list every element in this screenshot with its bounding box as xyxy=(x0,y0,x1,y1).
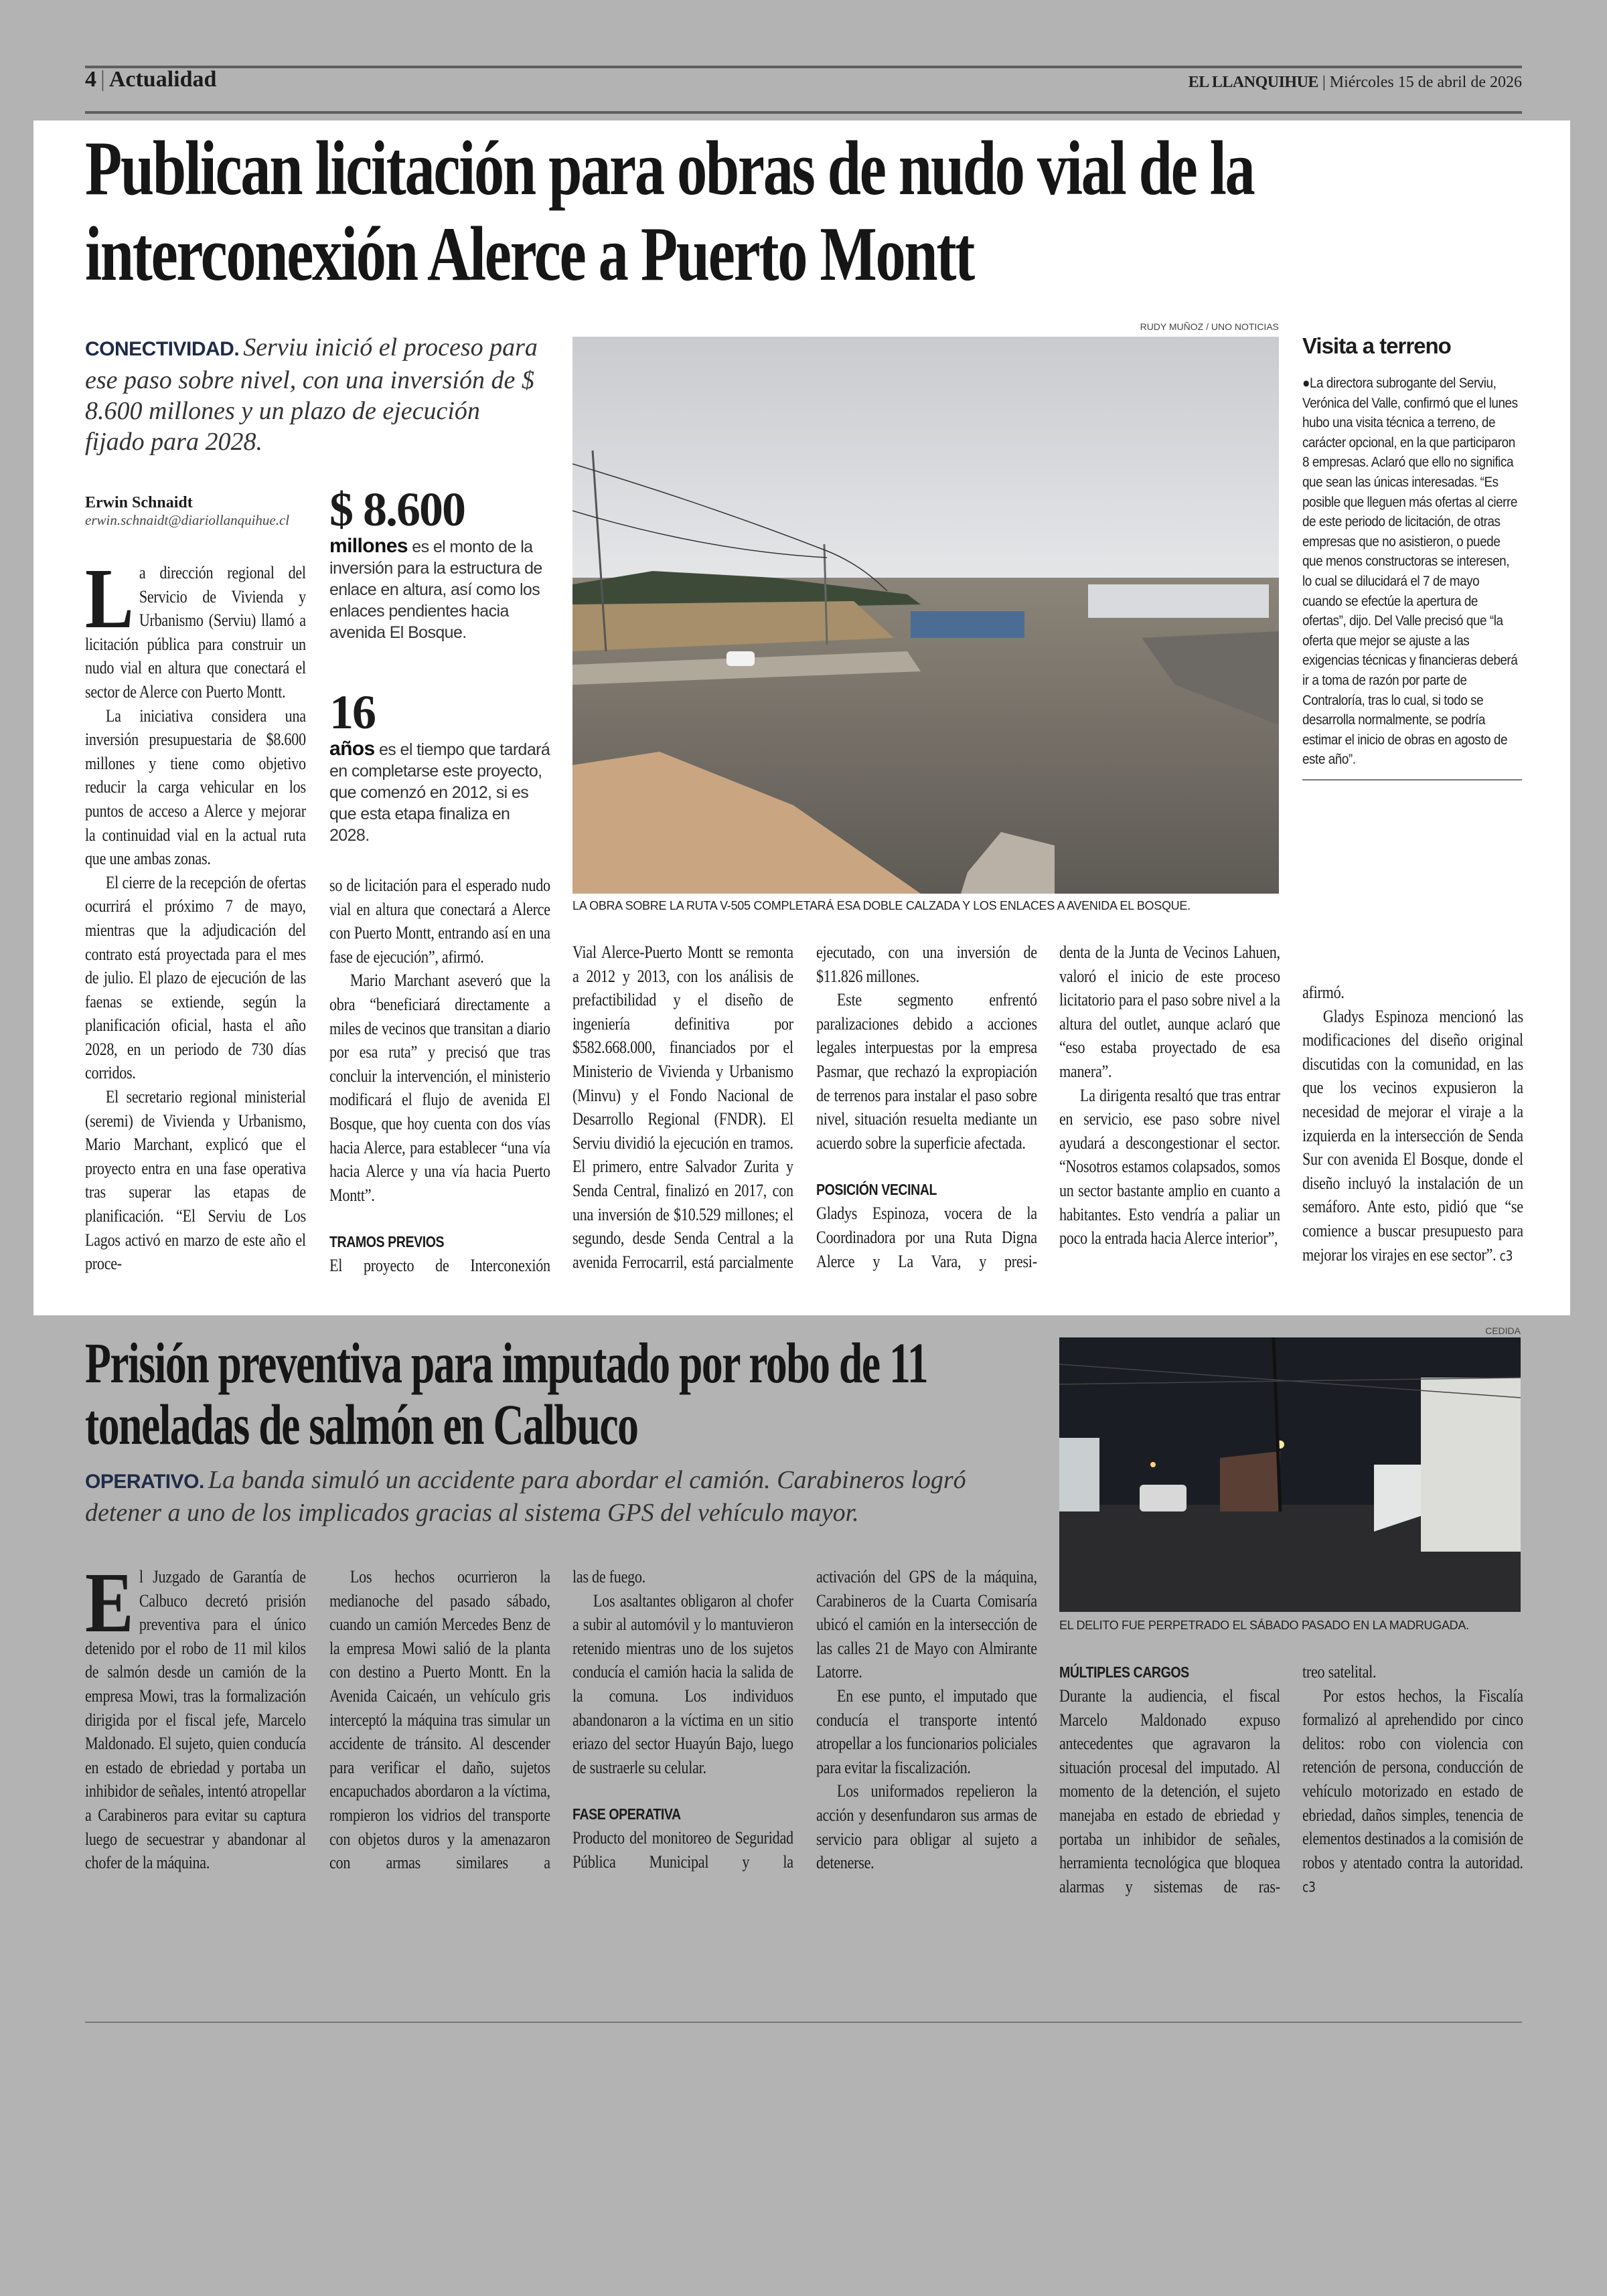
header-bottom-rule xyxy=(85,111,1522,114)
article-2-column-4 xyxy=(816,1565,1037,1875)
stat-value: 16 xyxy=(329,685,375,739)
photo-caption: EL DELITO FUE PERPETRADO EL SÁBADO PASADO EN LA MADRUGADA. xyxy=(1059,1619,1469,1632)
article-2-kicker: OPERATIVO. xyxy=(85,1471,204,1493)
drop-cap: E xyxy=(85,1555,134,1650)
article-1-column-4 xyxy=(816,940,1037,1273)
paragraph: denta de la Junta de Vecinos Lahuen, valoró el inicio de este proceso licitatorio para el paso sobre nivel a la altura del outlet, aunque aclaró que “eso estaba proyectado de esa manera”. xyxy=(1059,942,1280,1081)
article-2-column-3 xyxy=(572,1565,793,1874)
stat-unit: años xyxy=(329,738,375,760)
subheading: TRAMOS PREVIOS xyxy=(329,1233,445,1251)
paragraph: El secretario regional ministerial (seremi) de Vivienda y Urbanismo, Mario Marchant, explicó que el proyecto entra en una fase operativa tras superar las etapas de planificación. “El Serviu de Los Lagos activó en marzo de este año el proce- xyxy=(85,1087,306,1274)
paragraph: activación del GPS de la máquina, Carabineros de la Cuarta Comisaría ubicó el camión en la intersección de las calles 21 de Mayo con Almirante Latorre. xyxy=(816,1567,1037,1682)
article-1-headline: Publican licitación para obras de nudo vial de la interconexión Alerce a Puerto Montt xyxy=(85,126,1254,297)
paragraph: treo satelital. xyxy=(1302,1662,1377,1682)
article-1-kicker: CONECTIVIDAD. xyxy=(85,338,240,360)
article-1-column-2 xyxy=(329,874,550,1278)
bullet-icon: ● xyxy=(1302,376,1310,391)
page-section: 4 | Actualidad xyxy=(85,67,217,92)
section-name: Actualidad xyxy=(108,67,217,92)
article-2-deck xyxy=(85,1465,1036,1528)
paragraph: las de fuego. xyxy=(572,1567,645,1586)
issue-date: Miércoles 15 de abril de 2026 xyxy=(1329,74,1522,91)
paragraph: Mario Marchant aseveró que la obra “beneficiará directamente a miles de vecinos que transitan a diario por esa ruta” y precisó que tras concluir la intervención, el ministerio modificará el flujo de avenida El Bosque, que hoy cuenta con dos vías hacia Alerce, para establecer “una vía hacia Alerce y una vía hacia Puerto Montt”. xyxy=(329,971,550,1205)
page-number: 4 xyxy=(85,67,96,92)
article-1-deck xyxy=(85,332,540,457)
sidebar-title: Visita a terreno xyxy=(1302,333,1451,358)
article-1-column-6 xyxy=(1302,981,1523,1268)
article-1-deck-text: Serviu inició el proceso para ese paso sobre nivel, con una inversión de $ 8.600 millones y un plazo de ejecución fijado para 2028. xyxy=(85,333,538,456)
end-mark-icon: ϲ3 xyxy=(1302,1879,1316,1896)
paper-name: EL LLANQUIHUE xyxy=(1188,74,1318,91)
sidebar-body xyxy=(1302,374,1522,770)
paragraph: Este segmento enfrentó paralizaciones debido a acciones legales interpuestas por la empresa Pasmar, que rechazó la expropiación de terrenos para instalar el paso sobre nivel, situación resuelta mediante un acuerdo sobre la superficie afectada. xyxy=(816,990,1037,1153)
article-2-column-1 xyxy=(85,1555,306,1875)
sidebar-visit xyxy=(1302,333,1522,781)
paragraph-text: Gladys Espinoza mencionó las modificaciones del diseño original discutidas con la comunidad, en las que los vecinos expusieron la necesidad de mejorar el viraje a la izquierda en la intersección de Senda Sur con avenida El Bosque, donde el diseño incluyó la instalación de un semáforo. Ante esto, pidió que “se comience a buscar presupuesto para mejorar los virajes en ese sector”. xyxy=(1302,1006,1523,1264)
paragraph: Los uniformados repelieron la acción y desenfundaron sus armas de servicio para obligar al sujeto a detenerse. xyxy=(816,1781,1037,1873)
paragraph: afirmó. xyxy=(1302,983,1345,1002)
sidebar-rule xyxy=(1302,779,1522,781)
drop-cap: L xyxy=(85,551,134,646)
subheading: MÚLTIPLES CARGOS xyxy=(1059,1663,1189,1681)
paragraph: a dirección regional del Servicio de Vivienda y Urbanismo (Serviu) llamó a licitación pública para construir un nudo vial en altura que conectará el sector de Alerce con Puerto Montt. xyxy=(85,563,306,702)
paragraph: En ese punto, el imputado que conducía el transporte intentó atropellar a los funcionarios policiales para evitar la fiscalización. xyxy=(816,1686,1037,1777)
article-2-headline: Prisión preventiva para imputado por robo de 11 toneladas de salmón en Calbuco xyxy=(85,1331,928,1457)
article-1-column-5 xyxy=(1059,940,1280,1250)
end-mark-icon: ϲ3 xyxy=(1499,1247,1513,1264)
photo-credit: CEDIDA xyxy=(1485,1325,1521,1336)
article-2-column-5 xyxy=(1059,1637,1280,1898)
subheading: FASE OPERATIVA xyxy=(572,1805,681,1823)
stat-box-investment xyxy=(329,483,550,643)
photo-caption: LA OBRA SOBRE LA RUTA V-505 COMPLETARÁ ESA DOBLE CALZADA Y LOS ENLACES A AVENIDA EL BOSQUE. xyxy=(572,899,1191,912)
sidebar-text: La directora subrogante del Serviu, Verónica del Valle, confirmó que el lunes hubo una visita técnica a terreno, de carácter opcional, en la que participaron 8 empresas. Aclaró que ello no significa que sean las únicas interesadas. “Es posible que lleguen más ofertas al cierre de este periodo de licitación, de otras empresas que no asistieron, o puede que menos constructoras se interesen, lo cual se dilucidará el 7 de mayo cuando se efectúe la apertura de ofertas”, dijo. Del Valle precisó que “la oferta que mejor se ajuste a las exigencias técnicas y financieras deberá ir a toma de razón por parte de Contraloría, tras lo cual, si todo se desarrolla normalmente, se podría estimar el inicio de obras en agosto de este año”. xyxy=(1302,376,1518,768)
paragraph: Durante la audiencia, el fiscal Marcelo Maldonado expuso antecedentes que agravaron la situación procesal del imputado. Al momento de la detención, el sujeto manejaba en estado de ebriedad y portaba un inhibidor de señales, herramienta tecnológica que bloquea alarmas y sistemas de ras- xyxy=(1059,1686,1280,1896)
photo-credit: RUDY MUÑOZ / UNO NOTICIAS xyxy=(1140,321,1279,332)
paragraph: so de licitación para el esperado nudo vial en altura que conectará a Alerce con Puerto Montt, entrando así en una fase de ejecución”, afirmó. xyxy=(329,876,550,967)
article-2-column-6 xyxy=(1302,1660,1523,1900)
stat-unit: millones xyxy=(329,535,408,557)
article-2-column-2 xyxy=(329,1565,550,1875)
paragraph: Los asaltantes obligaron al chofer a subir al automóvil y lo mantuvieron retenido mientras uno de los sujetos conducía el camión hacia la salida de la comuna. Los individuos abandonaron a la víctima en un sitio eriazo del sector Huayún Bajo, luego de sustraerle su celular. xyxy=(572,1590,793,1777)
paper-dateline: EL LLANQUIHUE | Miércoles 15 de abril de 2026 xyxy=(1188,74,1522,91)
author-name: Erwin Schnaidt xyxy=(85,494,193,511)
paragraph-text: Por estos hechos, la Fiscalía formalizó al aprehendido por cinco delitos: robo con violencia con retención de persona, conducción de vehículo motorizado en estado de ebriedad, daños simples, tenencia de elementos destinados a la comisión de robos y atentado contra la autoridad. xyxy=(1302,1686,1523,1872)
paragraph xyxy=(1302,1005,1523,1268)
paragraph xyxy=(1302,1684,1523,1900)
article-1-column-3 xyxy=(572,940,793,1274)
header-top-rule xyxy=(85,66,1522,68)
construction-site-photo xyxy=(572,337,1279,894)
night-truck-photo xyxy=(1059,1337,1521,1612)
stat-box-years xyxy=(329,686,550,846)
paragraph: Vial Alerce-Puerto Montt se remonta a 2012 y 2013, con los análisis de prefactibilidad y el diseño de ingeniería definitiva por $582.668.000, financiados por el Ministerio de Vivienda y Urbanismo (Minvu) y el Fondo Nacional de Desarrollo Regional (FNDR). El Serviu dividió la ejecución en tramos. El primero, entre Salvador Zurita y Senda Central, finalizó en 2017, con una inversión de $10.529 millones; el segundo, desde Senda Central a la avenida Ferrocarril, está parcialmente xyxy=(572,942,793,1272)
byline xyxy=(85,494,306,529)
paragraph: Producto del monitoreo de Seguridad Pública Municipal y la xyxy=(572,1828,793,1872)
stat-text: es el tiempo que tardará en completarse este proyecto, que comenzó en 2012, si es que esta etapa finaliza en 2028. xyxy=(329,740,550,845)
paragraph: La dirigenta resaltó que tras entrar en servicio, ese paso sobre nivel ayudará a descongestionar el sector. “Nosotros estamos colapsados, somos un sector bastante amplio en cuanto a habitantes. Esto vendría a paliar un poco la entrada hacia Alerce interior”, xyxy=(1059,1085,1280,1248)
paragraph: Gladys Espinoza, vocera de la Coordinadora por una Ruta Digna Alerce y La Vara, y presi- xyxy=(816,1204,1037,1271)
paragraph: La iniciativa considera una inversión presupuestaria de $8.600 millones y tiene como objetivo reducir la carga vehicular en los puntos de acceso a Alerce y mejorar la continuidad vial en la actual ruta que une ambas zonas. xyxy=(85,706,306,869)
stat-text: es el monto de la inversión para la estructura de enlace en altura, así como los enlaces pendientes hacia avenida El Bosque. xyxy=(329,538,542,642)
paragraph: l Juzgado de Garantía de Calbuco decretó prisión preventiva para el único detenido por el robo de 11 mil kilos de salmón desde un camión de la empresa Mowi, tras la formalización dirigida por el fiscal jefe, Marcelo Maldonado. El sujeto, quien conducía en estado de ebriedad y portaba un inhibidor de señales, intentó atropellar a Carabineros para evitar su captura luego de secuestrar y abandonar al chofer de la máquina. xyxy=(85,1567,306,1873)
page-bottom-rule xyxy=(85,2022,1522,2023)
article-2-deck-text: La banda simuló un accidente para abordar el camión. Carabineros logró detener a uno de los implicados gracias al sistema GPS del vehículo mayor. xyxy=(85,1466,966,1527)
paragraph: El cierre de la recepción de ofertas ocurrirá el próximo 7 de mayo, mientras que la adjudicación del contrato está proyectada para el mes de julio. El plazo de ejecución de las faenas se extiende, según la planificación oficial, hasta el año 2028, en un periodo de 730 días corridos. xyxy=(85,872,306,1083)
article-1-column-1 xyxy=(85,551,306,1276)
paragraph: ejecutado, con una inversión de $11.826 millones. xyxy=(816,942,1037,986)
subheading: POSICIÓN VECINAL xyxy=(816,1181,937,1199)
paragraph: Los hechos ocurrieron la medianoche del pasado sábado, cuando un camión Mercedes Benz de la empresa Mowi salió de la planta con destino a Puerto Montt. En la Avenida Caicaén, un vehículo gris interceptó la máquina tras simular un accidente de tránsito. Al descender para verificar el daño, sujetos encapuchados abordaron a la víctima, rompieron los vidrios del transporte con objetos duros y la amenazaron con armas similares a xyxy=(329,1567,550,1873)
paragraph: El proyecto de Interconexión xyxy=(329,1256,550,1276)
author-email[interactable]: erwin.schnaidt@diariollanquihue.cl xyxy=(85,512,290,528)
stat-value: $ 8.600 xyxy=(329,483,465,536)
